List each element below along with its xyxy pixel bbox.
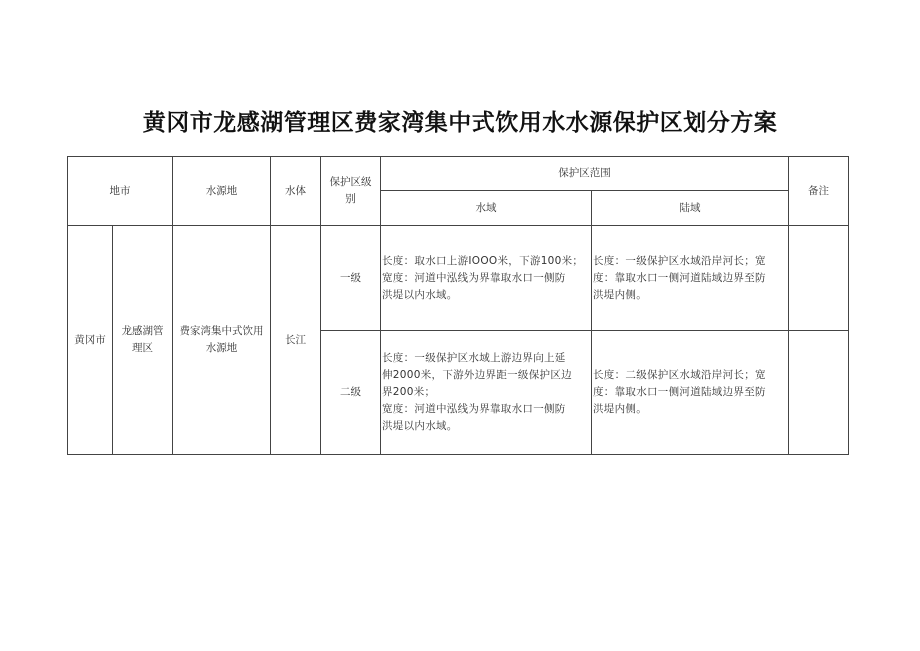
header-source: 水源地: [173, 157, 271, 226]
header-scope: 保护区范围: [381, 157, 789, 191]
cell-water-body: 长江: [271, 226, 321, 455]
cell-level-2: 二级: [321, 331, 381, 455]
table-row: [68, 226, 849, 331]
header-water-area: 水域: [381, 191, 592, 226]
protection-zone-table: [67, 156, 849, 455]
cell-water-area-2: 长度：一级保护区水域上游边界向上延 伸2000米，下游外边界距一级保护区边 界200米； 宽度：河道中泓线为界靠取水口一侧防 洪堤以内水域。: [381, 331, 592, 455]
cell-city: 黄冈市: [68, 226, 113, 455]
header-level: 保护区级 别: [321, 157, 381, 226]
cell-land-area-1: 长度：一级保护区水域沿岸河长；宽 度：靠取水口一侧河道陆域边界至防 洪堤内侧。: [592, 226, 789, 331]
header-row: [68, 157, 849, 191]
page-title: 黄冈市龙感湖管理区费家湾集中式饮用水水源保护区划分方案: [142, 110, 778, 136]
cell-water-area-1: 长度：取水口上游IOOO米，下游100米； 宽度：河道中泓线为界靠取水口一侧防 洪堤以内水域。: [381, 226, 592, 331]
header-land-area: 陆域: [592, 191, 789, 226]
header-water-body: 水体: [271, 157, 321, 226]
cell-remarks-2: [789, 331, 849, 455]
cell-district: 龙感湖管 理区: [113, 226, 173, 455]
cell-land-area-2: 长度：二级保护区水域沿岸河长；宽 度：靠取水口一侧河道陆域边界至防 洪堤内侧。: [592, 331, 789, 455]
cell-source: 费家湾集中式饮用 水源地: [173, 226, 271, 455]
cell-remarks-1: [789, 226, 849, 331]
header-city: 地市: [68, 157, 173, 226]
cell-level-1: 一级: [321, 226, 381, 331]
header-remarks: 备注: [789, 157, 849, 226]
